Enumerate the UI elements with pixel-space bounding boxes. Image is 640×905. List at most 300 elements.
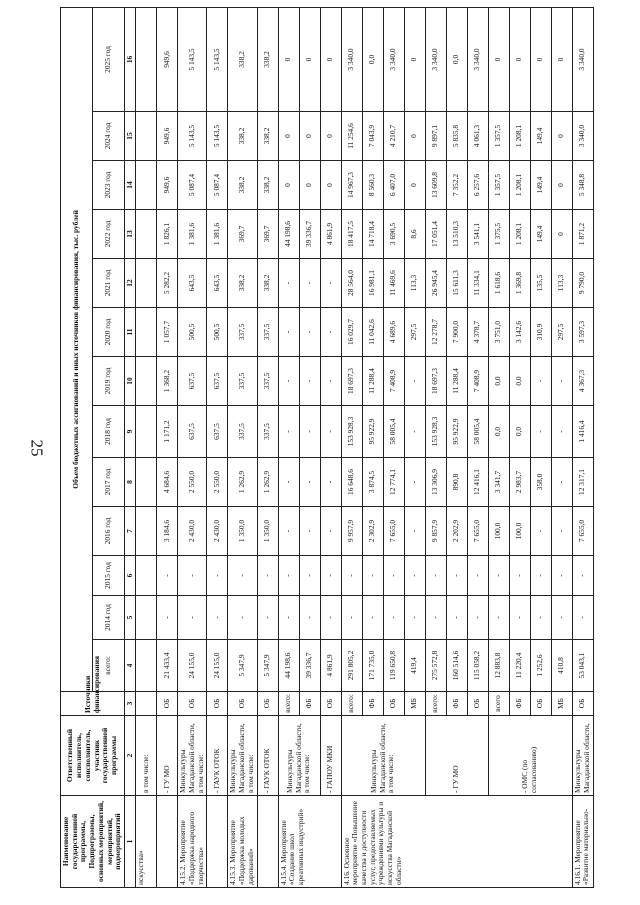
row-value: - <box>509 556 530 596</box>
row-value: 1 381,6 <box>207 210 228 259</box>
row-value: 11 469,6 <box>383 259 404 308</box>
row-source: ФБ <box>362 692 383 716</box>
row-value: - <box>299 406 320 458</box>
row-value: 637,5 <box>207 357 228 406</box>
row-source: всего: <box>341 692 362 716</box>
row-value: - <box>207 556 228 596</box>
row-total: 53 043,1 <box>572 640 593 692</box>
row-value: 5 087,4 <box>207 161 228 210</box>
row-value: 11 334,1 <box>467 259 488 308</box>
row-value: 12 317,1 <box>572 458 593 507</box>
header-year: 2014 год <box>93 596 125 640</box>
row-value: 0 <box>278 161 299 210</box>
funding-table <box>60 7 594 888</box>
row-value: 149,4 <box>530 210 551 259</box>
rotated-page <box>60 8 620 888</box>
row-value: 1 171,2 <box>157 406 178 458</box>
row-value: - <box>425 596 446 640</box>
row-total: 5 347,9 <box>228 640 257 692</box>
row-value: 337,5 <box>257 357 278 406</box>
row-value: 338,2 <box>257 161 278 210</box>
row-value: 3 142,6 <box>509 308 530 357</box>
row-value: 7 655,0 <box>467 507 488 556</box>
row-value <box>136 112 157 161</box>
row-value: - <box>257 596 278 640</box>
row-value: - <box>299 259 320 308</box>
table-row <box>178 7 207 887</box>
row-value: - <box>551 596 572 640</box>
row-source: ОБ <box>207 692 228 716</box>
row-value: 500,5 <box>207 308 228 357</box>
row-value: 13 510,3 <box>446 210 467 259</box>
row-value: 338,2 <box>228 161 257 210</box>
row-value: 0 <box>551 210 572 259</box>
row-value: - <box>572 556 593 596</box>
row-value: - <box>178 596 207 640</box>
row-value: - <box>320 556 341 596</box>
table-row <box>425 7 446 887</box>
row-source: ФБ <box>299 692 320 716</box>
row-total <box>136 640 157 692</box>
row-value: 149,4 <box>530 112 551 161</box>
row-value: 4 689,6 <box>383 308 404 357</box>
row-value: 113,3 <box>551 259 572 308</box>
row-value: 0,0 <box>509 406 530 458</box>
header-year: 2021 год <box>93 259 125 308</box>
row-value: 7 655,0 <box>383 507 404 556</box>
row-value: - <box>530 357 551 406</box>
header-name: Наименование государственной программы, Подпрограммы, основных мероприятий, мероприятий, подмероприятий <box>61 796 125 888</box>
row-executor: - ГУ МО <box>157 716 178 796</box>
row-value: 7 408,9 <box>467 357 488 406</box>
row-source: всего <box>488 692 509 716</box>
row-value <box>136 259 157 308</box>
row-value: 337,5 <box>257 406 278 458</box>
row-total: 419,4 <box>404 640 425 692</box>
row-source: ОБ <box>383 692 404 716</box>
row-value: 0,0 <box>362 7 383 111</box>
header-year: 2025 год <box>93 7 125 111</box>
row-value: 0 <box>299 112 320 161</box>
row-value: 337,5 <box>257 308 278 357</box>
row-value: 11 288,4 <box>362 357 383 406</box>
row-value: 95 922,9 <box>446 406 467 458</box>
row-total: 24 155,0 <box>178 640 207 692</box>
row-value: 15 611,3 <box>446 259 467 308</box>
row-total: 119 650,8 <box>383 640 404 692</box>
row-value: 14 718,4 <box>362 210 383 259</box>
row-value: 5 835,8 <box>446 112 467 161</box>
row-value: - <box>341 596 362 640</box>
row-value: 643,5 <box>178 259 207 308</box>
row-value: 1 357,5 <box>488 161 509 210</box>
row-value: 3 340,0 <box>572 7 593 111</box>
row-total: 11 220,4 <box>509 640 530 692</box>
row-source: ФБ <box>509 692 530 716</box>
row-total: 410,8 <box>551 640 572 692</box>
row-value: 1 262,9 <box>257 458 278 507</box>
row-value: - <box>551 507 572 556</box>
row-value: 0 <box>299 7 320 111</box>
row-value <box>136 7 157 111</box>
header-year: 2022 год <box>93 210 125 259</box>
row-source: ОБ <box>467 692 488 716</box>
row-value: 4 861,9 <box>320 210 341 259</box>
row-value: 1 350,0 <box>257 507 278 556</box>
header-year: 2017 год <box>93 458 125 507</box>
row-value: - <box>362 556 383 596</box>
row-name: 4.16.1. Мероприятие «Развитие материально- <box>572 796 593 888</box>
row-value: 338,2 <box>228 112 257 161</box>
header-year: 2015 год <box>93 556 125 596</box>
row-value: 3 690,5 <box>383 210 404 259</box>
row-total: 24 155,0 <box>207 640 228 692</box>
row-total: 5 347,9 <box>257 640 278 692</box>
row-value: - <box>551 556 572 596</box>
row-total: 291 805,2 <box>341 640 362 692</box>
row-executor: - ГАУК ОТОК <box>207 716 228 796</box>
page-number: 25 <box>27 439 47 457</box>
row-value: 12 278,7 <box>425 308 446 357</box>
row-value: 1 416,4 <box>572 406 593 458</box>
header-year: 2020 год <box>93 308 125 357</box>
header-source: Источники финансирования <box>61 692 125 716</box>
row-value: 2 983,7 <box>509 458 530 507</box>
row-value: - <box>488 556 509 596</box>
row-value: 95 922,9 <box>362 406 383 458</box>
row-value: - <box>278 406 299 458</box>
row-value: - <box>467 596 488 640</box>
row-total: 275 572,8 <box>425 640 446 692</box>
row-value: 0,0 <box>446 7 467 111</box>
row-total: 39 336,7 <box>299 640 320 692</box>
row-value: - <box>278 556 299 596</box>
row-value: 100,0 <box>488 507 509 556</box>
row-value: 8,6 <box>404 210 425 259</box>
row-value: 3 340,0 <box>341 7 362 111</box>
row-value: 7 043,9 <box>362 112 383 161</box>
row-value: 1 208,1 <box>509 112 530 161</box>
row-value: 14 967,3 <box>341 161 362 210</box>
row-value: 9 857,9 <box>425 507 446 556</box>
row-executor: в том числе: <box>136 716 157 796</box>
row-value: 3 340,0 <box>383 7 404 111</box>
row-value: - <box>383 556 404 596</box>
row-source: ОБ <box>178 692 207 716</box>
row-value: 149,4 <box>530 161 551 210</box>
row-value: 0 <box>509 7 530 111</box>
row-value: - <box>157 596 178 640</box>
header-year: 2024 год <box>93 112 125 161</box>
row-value: - <box>278 259 299 308</box>
row-value <box>136 210 157 259</box>
header-executor: Ответственный исполнитель, соисполнитель, участник государственной программы <box>61 716 125 796</box>
row-value: 0 <box>320 112 341 161</box>
row-value: 338,2 <box>257 112 278 161</box>
row-value: 1 262,9 <box>228 458 257 507</box>
table-row <box>320 7 341 887</box>
column-number: 1 <box>125 796 136 888</box>
row-value: - <box>257 556 278 596</box>
row-value: 2 430,0 <box>207 507 228 556</box>
row-value: - <box>299 458 320 507</box>
row-value: 12 774,1 <box>383 458 404 507</box>
column-number-row <box>125 7 136 887</box>
column-number: 4 <box>125 640 136 692</box>
row-value: - <box>228 556 257 596</box>
column-number: 14 <box>125 161 136 210</box>
row-name: искусства» <box>136 796 157 888</box>
row-value: 100,0 <box>509 507 530 556</box>
row-value: 16 648,6 <box>341 458 362 507</box>
row-value: 643,5 <box>207 259 228 308</box>
row-value: 4 378,7 <box>467 308 488 357</box>
row-value: 113,3 <box>404 259 425 308</box>
row-value: 4 684,6 <box>157 458 178 507</box>
row-value: 58 005,4 <box>383 406 404 458</box>
row-value: - <box>404 357 425 406</box>
row-value: 3 340,0 <box>467 7 488 111</box>
row-value <box>136 308 157 357</box>
row-value: - <box>178 556 207 596</box>
row-value: 337,5 <box>228 357 257 406</box>
row-value: 369,7 <box>228 210 257 259</box>
table-row <box>257 7 278 887</box>
row-value <box>136 357 157 406</box>
row-executor: - ГУ МО <box>425 716 488 796</box>
row-value: 0 <box>530 7 551 111</box>
row-total: 1 252,6 <box>530 640 551 692</box>
row-value: - <box>278 308 299 357</box>
row-value <box>136 596 157 640</box>
row-value: 0 <box>278 7 299 111</box>
row-value: 11 288,4 <box>446 357 467 406</box>
column-number: 2 <box>125 716 136 796</box>
row-value: 5 087,4 <box>178 161 207 210</box>
row-value: 11 042,6 <box>362 308 383 357</box>
row-value: 3 541,1 <box>467 210 488 259</box>
row-value: - <box>157 556 178 596</box>
row-value: 3 874,5 <box>362 458 383 507</box>
row-value: 637,5 <box>178 406 207 458</box>
row-value: 1 381,6 <box>178 210 207 259</box>
row-value: 6 257,6 <box>467 161 488 210</box>
row-value: 3 340,0 <box>425 7 446 111</box>
row-value: 44 198,6 <box>278 210 299 259</box>
row-total: 44 198,6 <box>278 640 299 692</box>
row-source: МБ <box>551 692 572 716</box>
row-value: 5 282,2 <box>157 259 178 308</box>
table-row <box>488 7 509 887</box>
row-value: - <box>383 596 404 640</box>
row-value: 338,2 <box>228 7 257 111</box>
row-name: 4.15.3. Мероприятие «Поддержка молодых дарований» <box>228 796 257 888</box>
row-value: 0 <box>551 7 572 111</box>
row-value: 358,0 <box>530 458 551 507</box>
row-source: ОБ <box>157 692 178 716</box>
row-value: 4 210,7 <box>383 112 404 161</box>
column-number: 15 <box>125 112 136 161</box>
row-value: 6 407,0 <box>383 161 404 210</box>
row-source: ОБ <box>320 692 341 716</box>
row-value: 369,7 <box>257 210 278 259</box>
row-value: 637,5 <box>178 357 207 406</box>
row-value: - <box>320 308 341 357</box>
row-value: 890,8 <box>446 458 467 507</box>
row-source: всего: <box>425 692 446 716</box>
row-value: 1 826,1 <box>157 210 178 259</box>
row-name: 4.16. Основное мероприятие «Повышение качества и доступности услуг, предоставляемых учреждениями культуры и искусства Магаданской области» <box>341 796 572 888</box>
row-value: 0 <box>278 112 299 161</box>
row-value: - <box>509 596 530 640</box>
row-value: 297,5 <box>404 308 425 357</box>
row-value: - <box>207 596 228 640</box>
row-value: 18 697,3 <box>341 357 362 406</box>
row-value: 0,0 <box>488 406 509 458</box>
header-year: 2023 год <box>93 161 125 210</box>
row-value: 3 341,7 <box>488 458 509 507</box>
row-executor: Минкультуры Магаданской области, в том числе: <box>228 716 257 796</box>
row-value: - <box>404 596 425 640</box>
row-value: - <box>320 596 341 640</box>
row-value: 13 609,8 <box>425 161 446 210</box>
row-value <box>136 556 157 596</box>
row-value: 338,2 <box>257 7 278 111</box>
row-value: 153 928,3 <box>341 406 362 458</box>
row-value: 1 350,0 <box>228 507 257 556</box>
row-value: 7 900,0 <box>446 308 467 357</box>
row-value: - <box>228 596 257 640</box>
row-value: 0 <box>404 7 425 111</box>
row-value: 153 928,3 <box>425 406 446 458</box>
row-value: - <box>278 507 299 556</box>
header-year: 2016 год <box>93 507 125 556</box>
row-value: 7 408,9 <box>383 357 404 406</box>
row-value: 0 <box>488 7 509 111</box>
row-value: 5 143,5 <box>207 112 228 161</box>
row-value: 0 <box>404 112 425 161</box>
row-value: 337,5 <box>228 308 257 357</box>
row-value: - <box>530 556 551 596</box>
row-value: 949,6 <box>157 112 178 161</box>
row-value: 1 369,8 <box>509 259 530 308</box>
row-value: 2 202,9 <box>446 507 467 556</box>
row-value: 0 <box>551 161 572 210</box>
row-value: 1 208,1 <box>509 210 530 259</box>
row-value: 949,6 <box>157 161 178 210</box>
row-source: ОБ <box>257 692 278 716</box>
row-value: 7 655,0 <box>572 507 593 556</box>
column-number: 8 <box>125 458 136 507</box>
row-value: 338,2 <box>257 259 278 308</box>
row-value: 5 143,5 <box>178 112 207 161</box>
row-value: - <box>341 556 362 596</box>
table-row <box>207 7 228 887</box>
row-source: ОБ <box>572 692 593 716</box>
row-value: 18 697,3 <box>425 357 446 406</box>
row-executor: Минкультуры Магаданской области, <box>572 716 593 796</box>
row-value: 0 <box>320 161 341 210</box>
row-value: 0,0 <box>488 357 509 406</box>
row-value: - <box>299 507 320 556</box>
row-value: - <box>551 357 572 406</box>
table-row <box>136 7 157 887</box>
row-value <box>136 406 157 458</box>
row-value: 0 <box>404 161 425 210</box>
row-executor: - ГАУК ОТОК <box>257 716 278 796</box>
row-value: 1 208,1 <box>509 161 530 210</box>
row-total: 21 433,4 <box>157 640 178 692</box>
row-value: 12 416,1 <box>467 458 488 507</box>
row-value: 3 340,0 <box>572 112 593 161</box>
row-source: МБ <box>404 692 425 716</box>
row-value: - <box>320 357 341 406</box>
row-value: 5 348,8 <box>572 161 593 210</box>
row-value: 0 <box>299 161 320 210</box>
row-value: - <box>299 308 320 357</box>
row-value: 9 897,1 <box>425 112 446 161</box>
row-value: 0 <box>320 7 341 111</box>
table-row <box>228 7 257 887</box>
row-value: 0,0 <box>509 357 530 406</box>
row-total: 171 735,0 <box>362 640 383 692</box>
row-value: - <box>467 556 488 596</box>
row-value: - <box>551 406 572 458</box>
header-year: 2018 год <box>93 406 125 458</box>
column-number: 6 <box>125 556 136 596</box>
row-value: 2 302,9 <box>362 507 383 556</box>
table-body <box>136 7 593 887</box>
header-year: 2019 год <box>93 357 125 406</box>
column-number: 12 <box>125 259 136 308</box>
row-value: 5 143,5 <box>178 7 207 111</box>
row-value: 135,5 <box>530 259 551 308</box>
row-value: - <box>446 556 467 596</box>
row-value: 28 564,0 <box>341 259 362 308</box>
row-value: - <box>530 507 551 556</box>
row-value: 13 306,9 <box>425 458 446 507</box>
row-value: - <box>530 596 551 640</box>
row-value: 3 597,3 <box>572 308 593 357</box>
row-total: 12 883,8 <box>488 640 509 692</box>
column-number: 7 <box>125 507 136 556</box>
row-value: - <box>278 458 299 507</box>
row-executor: Минкультуры Магаданской области, в том числе: <box>178 716 207 796</box>
row-value: 637,5 <box>207 406 228 458</box>
row-executor: Минкультуры Магаданской области, в том числе: <box>278 716 320 796</box>
row-value: 9 957,9 <box>341 507 362 556</box>
row-name <box>157 796 178 888</box>
row-value: 2 550,0 <box>178 458 207 507</box>
row-value: - <box>572 596 593 640</box>
row-total: 4 861,9 <box>320 640 341 692</box>
row-source: ОБ <box>530 692 551 716</box>
row-value: 5 143,5 <box>207 7 228 111</box>
row-value: - <box>488 596 509 640</box>
row-value: 2 430,0 <box>178 507 207 556</box>
row-value: 500,5 <box>178 308 207 357</box>
row-value <box>136 458 157 507</box>
row-value: 338,2 <box>228 259 257 308</box>
row-value: 4 061,3 <box>467 112 488 161</box>
row-value: 1 375,5 <box>488 210 509 259</box>
row-value: 0 <box>551 112 572 161</box>
row-value: - <box>320 259 341 308</box>
row-value: 18 417,5 <box>341 210 362 259</box>
row-value: - <box>404 406 425 458</box>
row-executor: - ГАПОУ МКИ <box>320 716 341 796</box>
row-value: - <box>404 458 425 507</box>
